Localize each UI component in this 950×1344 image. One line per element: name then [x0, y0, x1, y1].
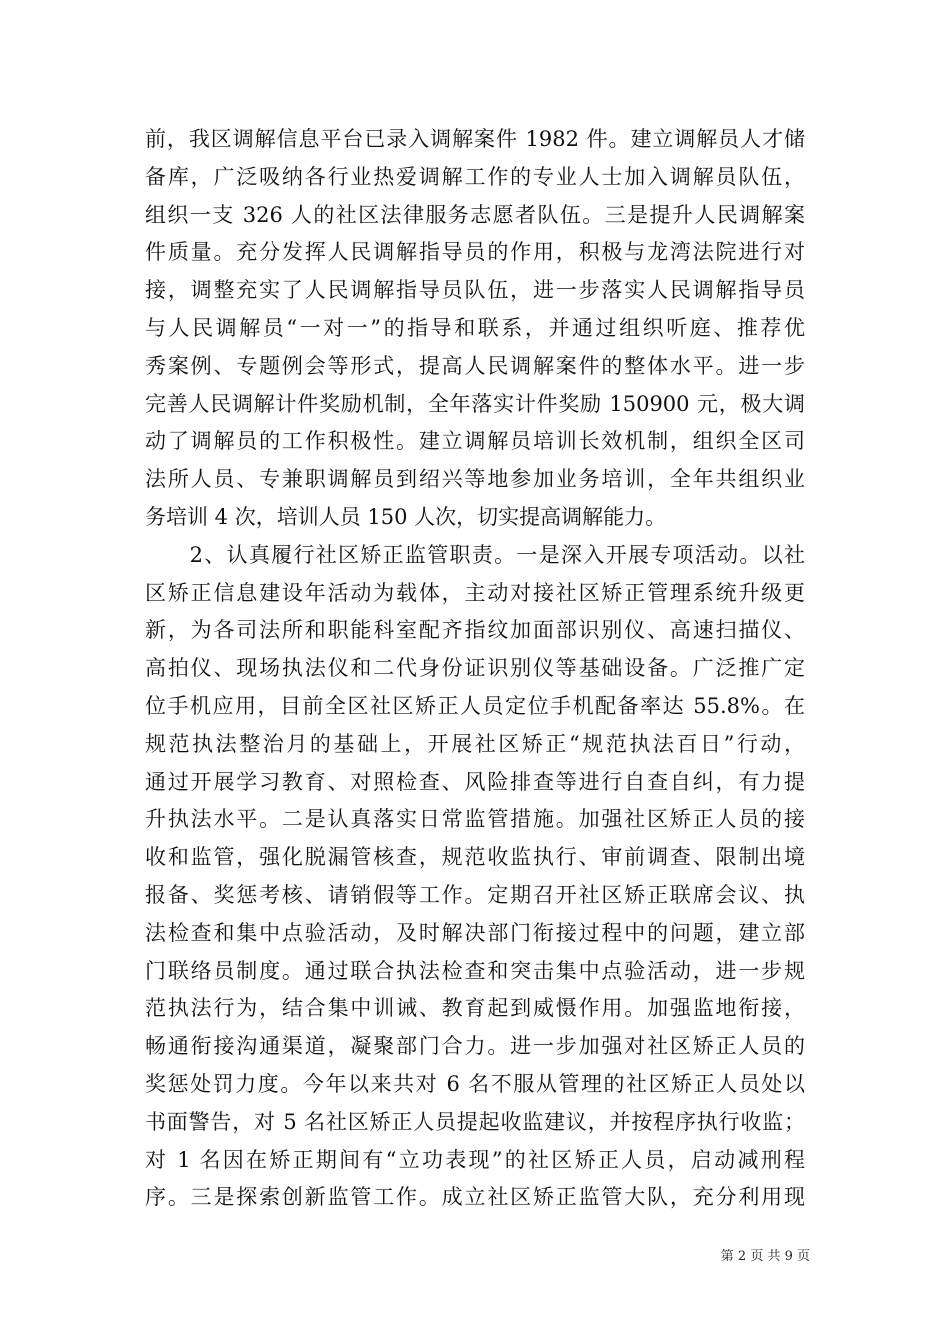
text-line: 新，为各司法所和职能科室配齐指纹加面部识别仪、高速扫描仪、 [145, 618, 805, 643]
text-line: 备库，广泛吸纳各行业热爱调解工作的专业人士加入调解员队伍， [145, 164, 805, 189]
text-line: 与人民调解员“一对一”的指导和联系，并通过组织听庭、推荐优 [145, 315, 805, 340]
text-line: 畅通衔接沟通渠道，凝聚部门合力。进一步加强对社区矫正人员的 [145, 1034, 805, 1059]
text-line: 法检查和集中点验活动，及时解决部门衔接过程中的问题，建立部 [145, 920, 805, 945]
text-line: 升执法水平。二是认真落实日常监管措施。加强社区矫正人员的接 [145, 807, 805, 832]
body-text [145, 121, 805, 1217]
text-line: 规范执法整治月的基础上，开展社区矫正“规范执法百日”行动， [145, 731, 805, 756]
text-line: 秀案例、专题例会等形式，提高人民调解案件的整体水平。进一步 [145, 353, 805, 378]
text-line: 高拍仪、现场执法仪和二代身份证识别仪等基础设备。广泛推广定 [145, 656, 805, 681]
text-line: 对 1 名因在矫正期间有“立功表现”的社区矫正人员，启动减刑程 [145, 1147, 805, 1172]
text-line: 动了调解员的工作积极性。建立调解员培训长效机制，组织全区司 [145, 429, 805, 454]
text-line: 收和监管，强化脱漏管核查，规范收监执行、审前调查、限制出境 [145, 845, 805, 870]
text-line: 范执法行为，结合集中训诫、教育起到威慑作用。加强监地衔接， [145, 996, 805, 1021]
text-line: 法所人员、专兼职调解员到绍兴等地参加业务培训，全年共组织业 [145, 467, 805, 492]
text-line: 件质量。充分发挥人民调解指导员的作用，积极与龙湾法院进行对 [145, 240, 805, 265]
text-line: 门联络员制度。通过联合执法检查和突击集中点验活动，进一步规 [145, 958, 805, 983]
text-line: 通过开展学习教育、对照检查、风险排查等进行自查自纠，有力提 [145, 769, 805, 794]
text-line: 完善人民调解计件奖励机制，全年落实计件奖励 150900 元，极大调 [145, 391, 805, 416]
page-number: 第 2 页 共 9 页 [720, 1249, 810, 1264]
text-line: 奖惩处罚力度。今年以来共对 6 名不服从管理的社区矫正人员处以 [145, 1071, 805, 1096]
text-line: 前，我区调解信息平台已录入调解案件 1982 件。建立调解员人才储 [145, 127, 805, 151]
text-line: 序。三是探索创新监管工作。成立社区矫正监管大队，充分利用现 [145, 1185, 805, 1210]
text-line: 报备、奖惩考核、请销假等工作。定期召开社区矫正联席会议、执 [145, 882, 805, 907]
text-line: 2、认真履行社区矫正监管职责。一是深入开展专项活动。以社 [145, 542, 805, 567]
text-line: 接，调整充实了人民调解指导员队伍，进一步落实人民调解指导员 [145, 278, 805, 303]
text-line: 书面警告，对 5 名社区矫正人员提起收监建议，并按程序执行收监； [145, 1109, 805, 1134]
text-line: 位手机应用，目前全区社区矫正人员定位手机配备率达 55.8%。在 [145, 693, 805, 718]
text-line: 区矫正信息建设年活动为载体，主动对接社区矫正管理系统升级更 [145, 580, 805, 605]
text-line: 务培训 4 次，培训人员 150 人次，切实提高调解能力。 [145, 504, 667, 529]
text-line: 组织一支 326 人的社区法律服务志愿者队伍。三是提升人民调解案 [145, 202, 805, 227]
